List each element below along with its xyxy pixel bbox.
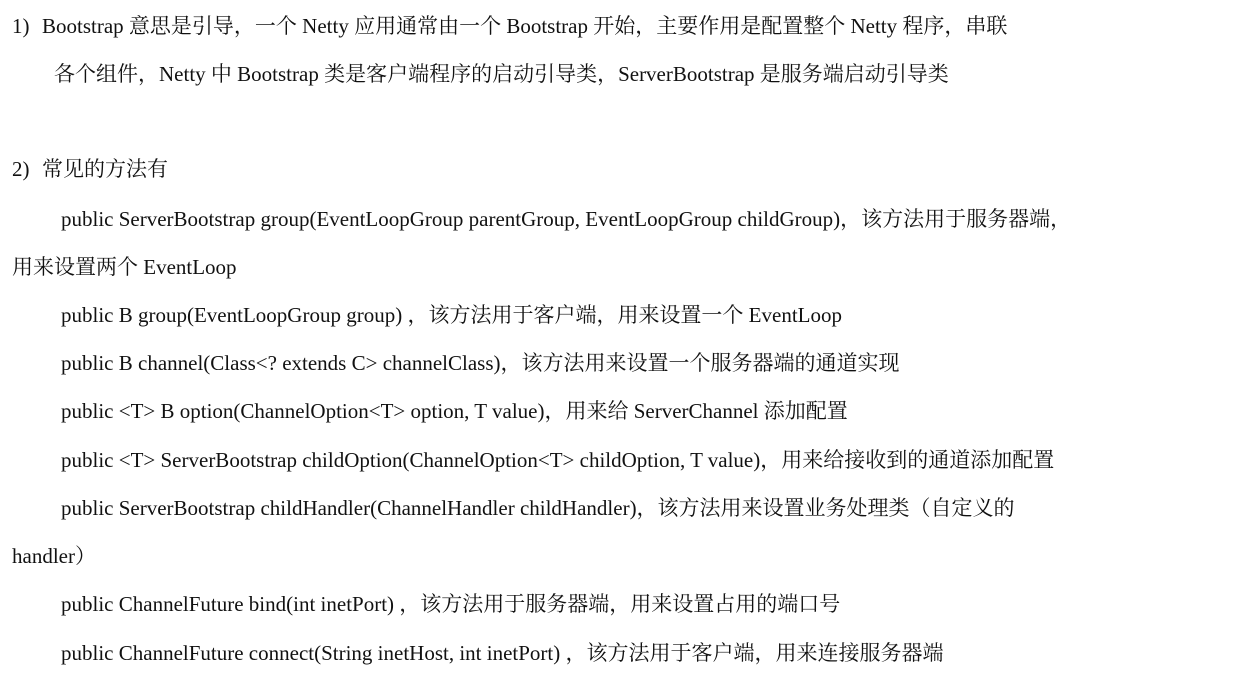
section-2-number: 2) xyxy=(12,157,30,181)
section-1-line-1 xyxy=(0,12,1007,40)
method-4-line: public <T> B option(ChannelOption<T> option, T value)，用来给 ServerChannel 添加配置 xyxy=(61,399,848,423)
section-1-text-line-2: 各个组件，Netty 中 Bootstrap 类是客户端程序的启动引导类，ServerBootstrap 是服务端启动引导类 xyxy=(54,62,949,86)
method-1-line-2: 用来设置两个 EventLoop xyxy=(12,255,237,279)
method-3-line: public B channel(Class<? extends C> channelClass)，该方法用来设置一个服务器端的通道实现 xyxy=(61,351,900,375)
method-5-line: public <T> ServerBootstrap childOption(ChannelOption<T> childOption, T value)，用来给接收到的通道添加配置 xyxy=(61,448,1055,472)
method-6-line-1: public ServerBootstrap childHandler(ChannelHandler childHandler)，该方法用来设置业务处理类（自定义的 xyxy=(61,496,1015,520)
method-1-line-1: public ServerBootstrap group(EventLoopGroup parentGroup, EventLoopGroup childGroup)，该方法用于服务器端， xyxy=(61,207,1072,231)
section-2-heading-line xyxy=(0,155,168,183)
method-7-line: public ChannelFuture bind(int inetPort) ，该方法用于服务器端，用来设置占用的端口号 xyxy=(61,592,841,616)
section-1-number: 1) xyxy=(12,14,30,38)
method-6-line-2: handler） xyxy=(12,544,96,568)
section-1-text-line-1: Bootstrap 意思是引导，一个 Netty 应用通常由一个 Bootstrap 开始，主要作用是配置整个 Netty 程序，串联 xyxy=(42,14,1008,38)
section-2-heading: 常见的方法有 xyxy=(42,157,168,181)
method-2-line: public B group(EventLoopGroup group) ，该方法用于客户端，用来设置一个 EventLoop xyxy=(61,303,842,327)
method-8-line: public ChannelFuture connect(String inetHost, int inetPort) ，该方法用于客户端，用来连接服务器端 xyxy=(61,641,944,665)
